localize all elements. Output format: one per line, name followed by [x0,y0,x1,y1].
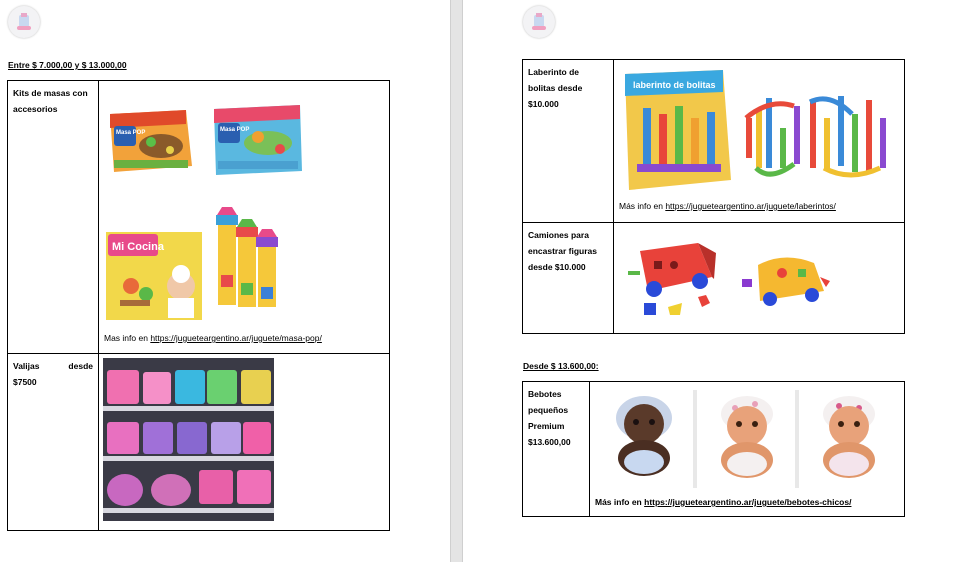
bebote-image [807,390,891,482]
product-label-masas: Kits de masas con accesorios [13,88,88,114]
masa-bottles-image [216,205,278,310]
more-info-prefix: Mas info en [104,333,151,343]
product-label-cell [8,354,99,531]
company-logo [523,6,555,38]
laberintos-link[interactable]: https://jugueteargentino.ar/juguete/laberintos/ [665,201,836,211]
table-row [8,354,390,531]
section-heading-desde: Desde $ 13.600,00: [523,361,599,371]
more-info-prefix: Más info en [619,201,666,211]
document-page-right [463,0,966,562]
masa-pop-box-image [210,101,306,179]
product-label-bebotes: Bebotes pequeños Premium $13.600,00 [528,389,571,447]
table-row [8,81,390,354]
box-text: Masa POP [116,130,146,136]
product-image-cell [614,60,905,223]
product-label-valijas [13,358,93,374]
bebote-image [604,390,686,482]
box-text: laberinto de bolitas [633,80,716,90]
product-label-laberinto: Laberinto de bolitas desde $10.000 [528,67,583,109]
product-label-cell [523,382,590,517]
product-price-valijas: $7500 [13,377,37,387]
product-image-cell [99,354,390,531]
product-image-cell [590,382,905,517]
masa-pop-link[interactable]: https://jugueteargentino.ar/juguete/masa-pop/ [150,333,322,343]
camion-amarillo-image [740,247,832,313]
more-info-laberinto [619,201,836,211]
page-gutter [450,0,463,562]
laberinto-pieces-image [740,88,892,186]
product-label-cell [523,223,614,334]
section-heading-price-range: Entre $ 7.000,00 y $ 13.000,00 [8,60,127,70]
more-info-masas [104,333,322,343]
divider [795,390,799,488]
mi-cocina-box-image [106,228,202,320]
product-image-cell [99,81,390,354]
masa-pop-box-image [106,104,196,176]
label-word: Valijas [13,361,40,371]
product-label-camiones: Camiones para encastrar figuras desde $10.000 [528,230,597,272]
bebote-image [705,390,789,482]
camion-rojo-image [624,237,720,319]
company-logo [8,6,40,38]
box-text: Mi Cocina [112,241,164,253]
divider [693,390,697,488]
products-table-right [522,59,905,334]
bebotes-table [522,381,905,517]
box-text: Masa POP [220,127,250,133]
document-page-left [0,0,450,562]
more-info-bebotes [595,497,851,507]
bebotes-link[interactable]: https://jugueteargentino.ar/juguete/bebotes-chicos/ [644,497,852,507]
label-word: desde [68,361,93,371]
table-row [523,223,905,334]
table-row [523,60,905,223]
product-image-cell [614,223,905,334]
product-label-cell [523,60,614,223]
valijas-shelf-image [103,358,274,521]
laberinto-box-image [623,68,733,192]
product-label-cell [8,81,99,354]
more-info-prefix: Más info en [595,497,645,507]
table-row [523,382,905,517]
products-table-left [7,80,390,531]
